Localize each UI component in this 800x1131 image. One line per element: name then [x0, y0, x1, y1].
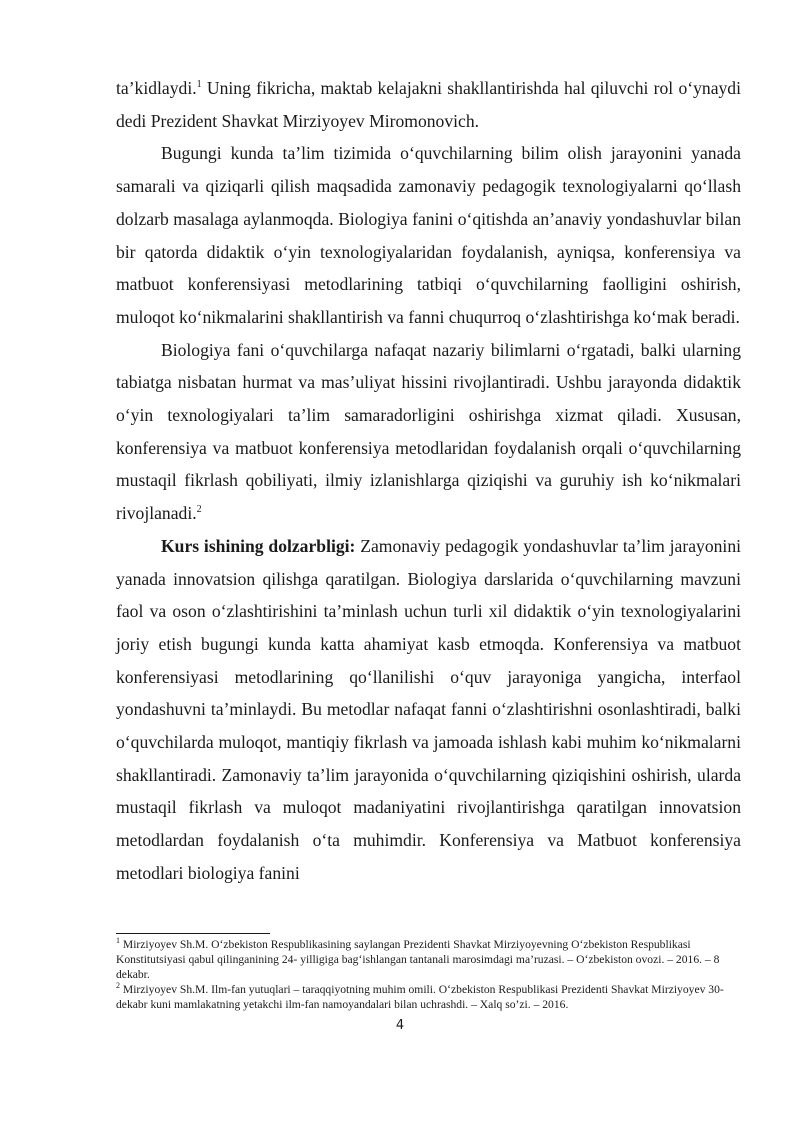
paragraph-1 [116, 72, 741, 137]
paragraph-4-text: Zamonaviy pedagogik yondashuvlar ta’lim jarayonini yanada innovatsion qilishga qaratilgan. Biologiya darslarida o‘quvchilarning mavzuni faol va oson o‘zlashtirishini ta’minlash uchun turli xil didaktik o‘yin texnologiyalarini joriy etish bugungi kunda katta ahamiyat kasb etmoqda. Konferensiya va matbuot konferensiyasi metodlarining qo‘llanilishi o‘quv jarayoniga yangicha, interfaol yondashuvni ta’minlaydi. Bu metodlar nafaqat fanni o‘zlashtirishni osonlashtiradi, balki o‘quvchilarda muloqot, mantiqiy fikrlash va jamoada ishlash kabi muhim ko‘nikmalarni shakllantiradi. Zamonaviy ta’lim jarayonida o‘quvchilarning qiziqishini oshirish, ularda mustaqil fikrlash va muloqot madaniyatini rivojlantirishga qaratilgan innovatsion metodlardan foydalanish o‘ta muhimdir. Konferensiya va Matbuot konferensiya metodlari biologiya fanini [116, 535, 742, 883]
paragraph-1-text: ta’kidlaydi. [116, 78, 197, 98]
paragraph-3-text: Biologiya fani o‘quvchilarga nafaqat nazariy bilimlarni o‘rgatadi, balki ularning tabiatga nisbatan hurmat va mas’uliyat hissini rivojlantiradi. Ushbu jarayonda didaktik o‘yin texnologiyalari ta’lim samaradorligini oshirishga xizmat qiladi. Xususan, konferensiya va matbuot konferensiya metodlaridan foydalanish orqali o‘quvchilarning mustaqil fikrlash qobiliyati, ilmiy izlanishlarga qiziqishi va guruhiy ish ko‘nikmalari rivojlanadi. [116, 339, 741, 524]
footnote-1-marker: 1 [116, 936, 120, 946]
page-number: 4 [395, 1018, 405, 1033]
section-heading: Kurs ishining dolzarbligi: [161, 535, 356, 556]
footnote-ref-1[interactable]: 1 [196, 79, 202, 91]
footnote-2-marker: 2 [116, 981, 120, 991]
paragraph-1-rest: Uning fikricha, maktab kelajakni shakllantirishda hal qiluvchi rol o‘ynaydi dedi Prezident Shavkat Mirziyoyev Miromonovich. [116, 78, 741, 131]
footnote-ref-2[interactable]: 2 [196, 504, 202, 516]
footnote-2 [116, 982, 741, 1012]
footnote-1 [116, 937, 741, 982]
footnote-2-text: Mirziyoyev Sh.M. Ilm-fan yutuqlari – taraqqiyotning muhim omili. O‘zbekiston Respublikasi Prezidenti Shavkat Mirziyoyev 30-dekabr kuni mamlakatning yetakchi ilm-fan namoyandalari bilan uchrashdi. – Xalq so’zi. – 2016. [116, 983, 724, 1011]
footnote-divider [116, 933, 270, 934]
paragraph-4 [116, 530, 741, 890]
footnote-1-text: Mirziyoyev Sh.M. O‘zbekiston Respublikasining saylangan Prezidenti Shavkat Mirziyoyevning O‘zbekiston Respublikasi Konstitutsiyasi qabul qilinganining 24- yilligiga bag‘ishlangan tantanali marosimdagi ma’ruzasi. – O‘zbekiston ovozi. – 2016. – 8 dekabr. [116, 938, 720, 981]
paragraph-2: Bugungi kunda ta’lim tizimida o‘quvchilarning bilim olish jarayonini yanada samarali va qiziqarli qilish maqsadida zamonaviy pedagogik texnologiyalarni qo‘llash dolzarb masalaga aylanmoqda. Biologiya fanini o‘qitishda an’anaviy yondashuvlar bilan bir qatorda didaktik o‘yin texnologiyalaridan foydalanish, ayniqsa, konferensiya va matbuot konferensiyasi metodlarining tatbiqi o‘quvchilarning faolligini oshirish, muloqot ko‘nikmalarini shakllantirish va fanni chuqurroq o‘zlashtirishga ko‘mak beradi. [116, 143, 741, 327]
footnotes [116, 937, 741, 1012]
body-text [116, 72, 741, 890]
paragraph-3 [116, 334, 741, 530]
